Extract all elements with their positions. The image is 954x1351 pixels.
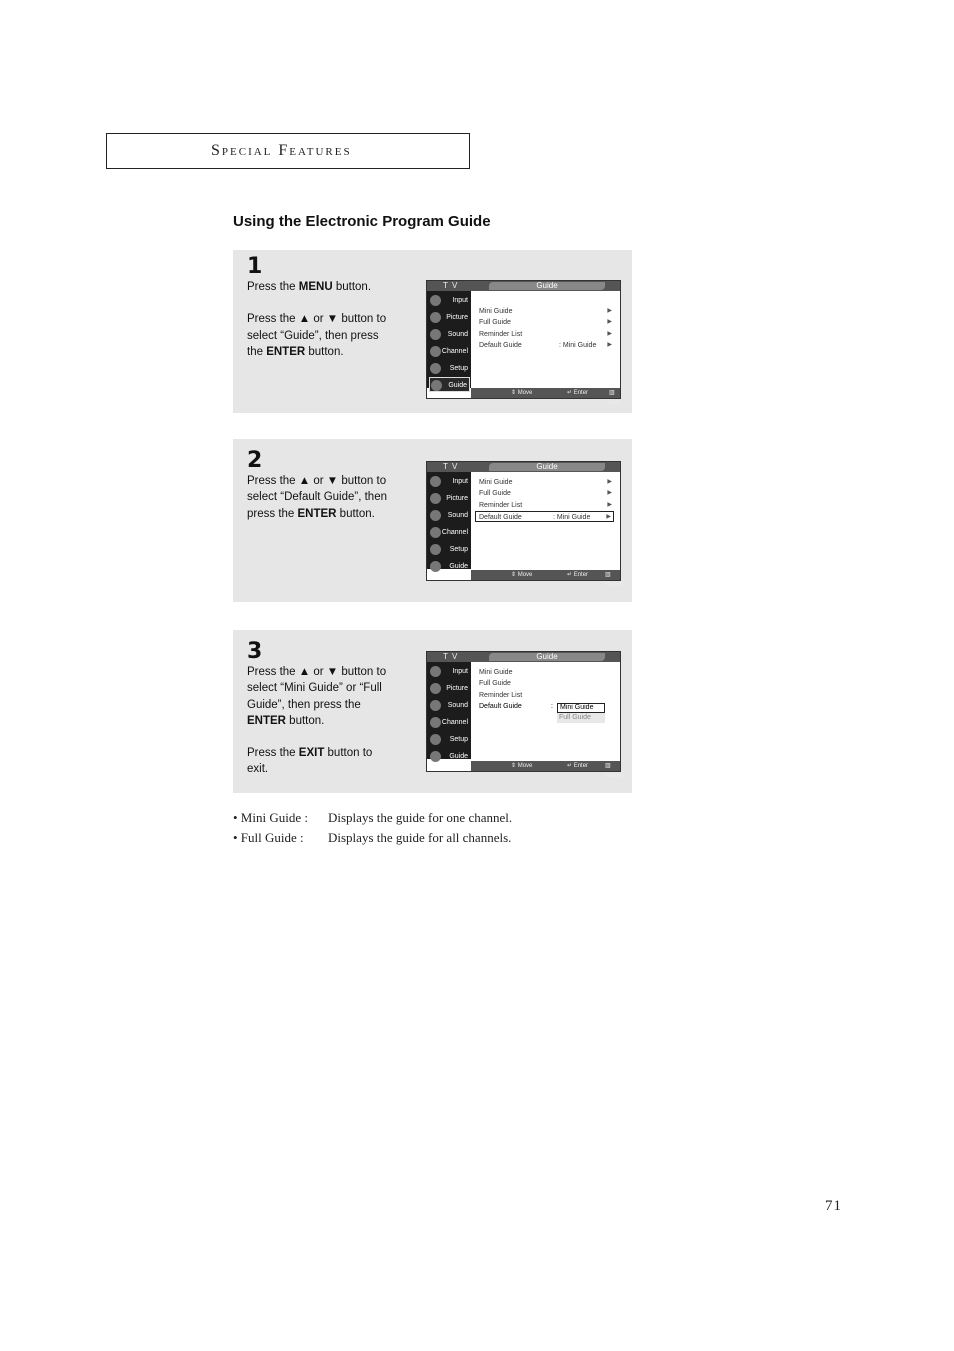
popup-option-full-guide[interactable]: Full Guide — [557, 713, 605, 723]
osd-sidebar: Input Picture Sound Channel Setup Guide — [427, 472, 471, 569]
setup-icon — [430, 734, 441, 745]
channel-icon — [430, 717, 441, 728]
step-instructions: Press the ▲ or ▼ button to select “Default Guide”, then press the ENTER button. — [247, 475, 387, 520]
input-icon — [430, 295, 441, 306]
osd-sidebar: Input Picture Sound Channel Setup Guide — [427, 291, 471, 388]
osd-screenshot: T V Guide Input Picture Sound Channel Setup Guide Mini Guide ▶ Full Guide ▶ Reminder List ▶ Default Guide : Mini Guide ▶ ⇕ Move ↵ Enter ▥ Exit — [426, 280, 621, 399]
sound-icon — [430, 700, 441, 711]
guide-icon — [431, 380, 442, 391]
input-icon — [430, 476, 441, 487]
step-number: 3 — [247, 639, 263, 664]
osd-screenshot: T V Guide Input Picture Sound Channel Setup Guide Mini Guide Full Guide Reminder List Default Guide : Mini Guide Full Guide ⇕ Move ↵ Enter ▥ Return — [426, 651, 621, 772]
page-title: Using the Electronic Program Guide — [233, 213, 491, 230]
sound-icon — [430, 510, 441, 521]
picture-icon — [430, 312, 441, 323]
input-icon — [430, 666, 441, 677]
setup-icon — [430, 363, 441, 374]
step-2-panel — [233, 439, 632, 602]
step-number: 2 — [247, 448, 263, 473]
channel-icon — [430, 527, 441, 538]
page-number: 71 — [825, 1198, 842, 1214]
popup-option-mini-guide[interactable]: Mini Guide — [557, 703, 605, 713]
osd-screenshot: T V Guide Input Picture Sound Channel Setup Guide Mini Guide ▶ Full Guide ▶ Reminder List ▶ Default Guide : Mini Guide ▶ ⇕ Move ↵ Enter ▥ Return — [426, 461, 621, 581]
step-number: 1 — [247, 254, 263, 279]
sound-icon — [430, 329, 441, 340]
step-1-panel — [233, 250, 632, 413]
step-3-panel — [233, 630, 632, 793]
section-header-title: Special Features — [211, 142, 352, 159]
default-guide-popup — [557, 703, 605, 723]
picture-icon — [430, 493, 441, 504]
guide-icon — [430, 751, 441, 762]
step-instructions: Press the ▲ or ▼ button to select “Mini Guide” or “Full Guide”, then press the ENTER button. Press the EXIT button to exit. — [247, 666, 387, 776]
channel-icon — [430, 346, 441, 357]
osd-sidebar: Input Picture Sound Channel Setup Guide — [427, 662, 471, 759]
guide-icon — [430, 561, 441, 572]
picture-icon — [430, 683, 441, 694]
step-instructions: Press the MENU button. Press the ▲ or ▼ button to select “Guide”, then press the ENTER button. — [247, 281, 387, 358]
setup-icon — [430, 544, 441, 555]
section-header-box — [106, 133, 470, 169]
